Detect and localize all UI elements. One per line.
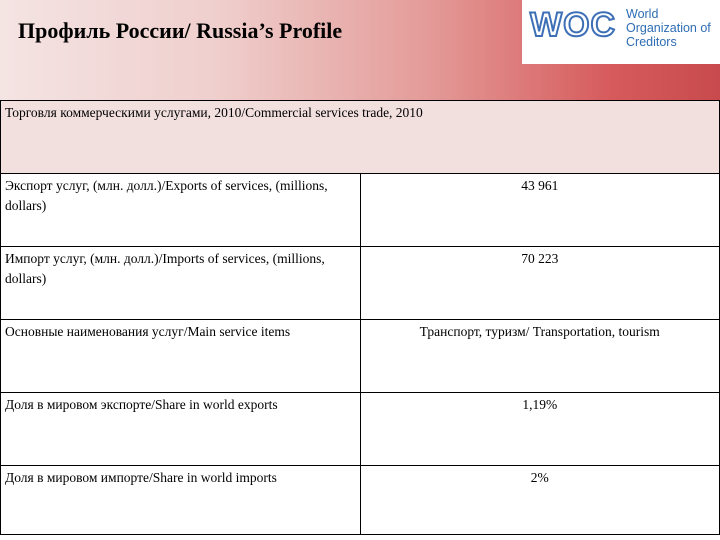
- table-row: [1, 320, 720, 393]
- table-row: [1, 393, 720, 466]
- services-trade-table: [0, 100, 720, 535]
- logo-line-1: World: [626, 7, 659, 21]
- woc-logo-mark-text: WOC: [530, 6, 617, 44]
- woc-logo-mark: [530, 6, 616, 45]
- table-caption-row: [1, 101, 720, 174]
- row-value-main-items: Транспорт, туризм/ Transportation, tourism: [360, 320, 720, 393]
- row-label-share-imports: Доля в мировом импорте/Share in world imports: [1, 466, 361, 535]
- row-value-share-exports: 1,19%: [360, 393, 720, 466]
- table-row: [1, 174, 720, 247]
- row-label-share-exports: Доля в мировом экспорте/Share in world exports: [1, 393, 361, 466]
- table-row: [1, 466, 720, 535]
- row-label-imports: Импорт услуг, (млн. долл.)/Imports of services, (millions, dollars): [1, 247, 361, 320]
- logo-line-2: Organization of: [626, 21, 711, 35]
- table-row: [1, 247, 720, 320]
- row-label-exports: Экспорт услуг, (млн. долл.)/Exports of services, (millions, dollars): [1, 174, 361, 247]
- logo-line-3: Creditors: [626, 35, 677, 49]
- table-caption: Торговля коммерческими услугами, 2010/Commercial services trade, 2010: [1, 101, 720, 174]
- page-title: Профиль России/ Russia’s Profile: [18, 18, 343, 43]
- row-value-share-imports: 2%: [360, 466, 720, 535]
- woc-logo: [522, 0, 720, 64]
- row-value-imports: 70 223: [360, 247, 720, 320]
- row-label-main-items: Основные наименования услуг/Main service items: [1, 320, 361, 393]
- slide-header: [0, 0, 720, 100]
- woc-logo-text: [626, 7, 711, 49]
- row-value-exports: 43 961: [360, 174, 720, 247]
